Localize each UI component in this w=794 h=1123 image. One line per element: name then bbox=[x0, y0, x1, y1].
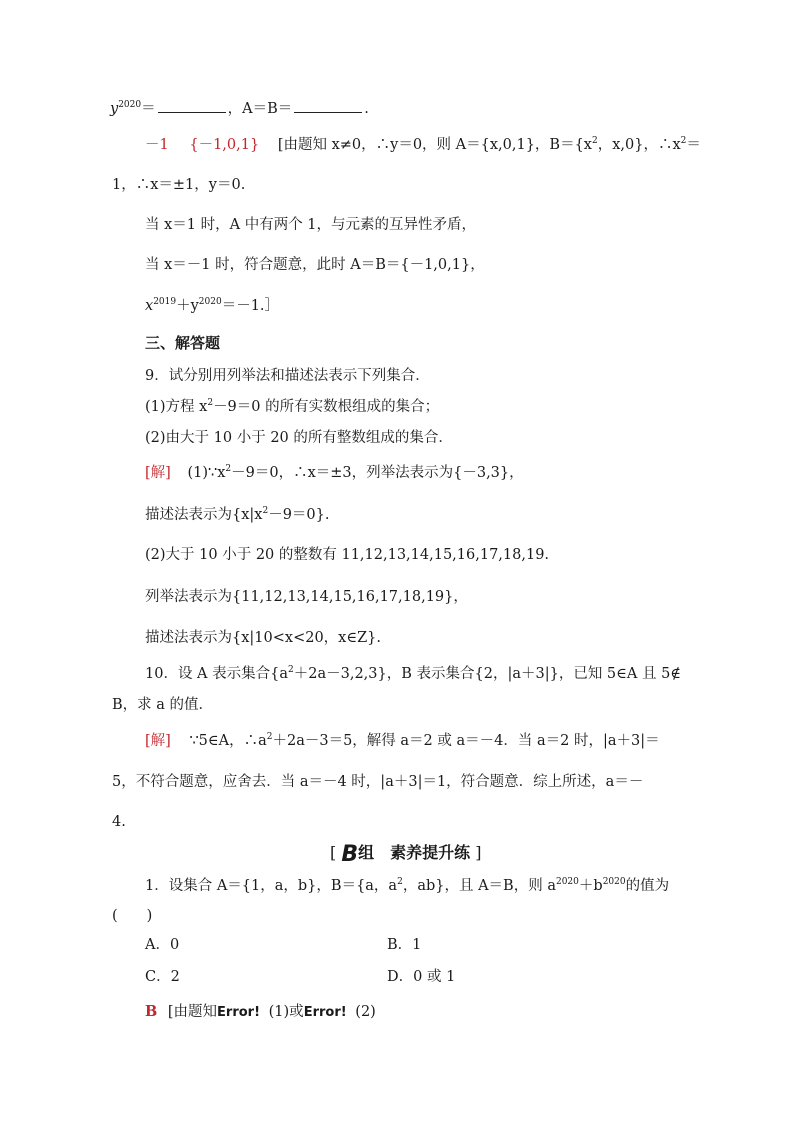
answer8-line1 bbox=[145, 135, 701, 155]
q9-solution-text: －9＝0}. bbox=[268, 507, 330, 523]
var-x: x bbox=[145, 298, 154, 314]
q10-solution-line3: 4. bbox=[112, 814, 126, 830]
answer-blank-1[interactable] bbox=[158, 98, 226, 113]
q9-solution-text: 描述法表示为{x|x bbox=[145, 507, 263, 523]
solution-tag: [解] bbox=[145, 733, 171, 749]
q9-text: －9＝0 的所有实数根组成的集合； bbox=[213, 399, 440, 415]
q9-solution-line5: 描述法表示为{x|10<x<20，x∈Z}. bbox=[145, 630, 381, 646]
qb1-text: ，ab}，且 A＝B，则 a bbox=[402, 878, 556, 894]
answer-text: (1)或 bbox=[268, 1004, 304, 1020]
exponent: 2 bbox=[207, 398, 214, 408]
q10-solution-line2: 5，不符合题意，应舍去．当 a＝－4 时，|a＋3|＝1，符合题意．综上所述，a＝－ bbox=[112, 774, 644, 790]
q9-solution-line4: 列举法表示为{11,12,13,14,15,16,17,18,19}， bbox=[145, 589, 468, 605]
group-label: 组 素养提升练 bbox=[358, 843, 471, 862]
q9-solution-text: －9＝0，∴x＝±3，列举法表示为{－3,3}， bbox=[231, 465, 524, 481]
q9-solution-line3: (2)大于 10 小于 20 的整数有 11,12,13,14,15,16,17,18,19. bbox=[145, 547, 550, 563]
q10-stem-line2: B，求 a 的值． bbox=[112, 697, 214, 713]
set-equality-text: ，A＝B＝ bbox=[227, 101, 293, 117]
group-letter: B bbox=[341, 842, 359, 867]
exponent: 2 bbox=[266, 732, 273, 742]
equals: ＝ bbox=[141, 101, 156, 117]
solution-tag: [解] bbox=[145, 465, 171, 481]
exponent: 2020 bbox=[602, 877, 626, 887]
var-y: y bbox=[110, 101, 119, 117]
q9-solution-line1 bbox=[145, 463, 524, 483]
answer-paren: ( ) bbox=[112, 908, 153, 924]
q9-solution-text: (1)∵x bbox=[187, 465, 226, 481]
q10-text: 10．设 A 表示集合{a bbox=[145, 666, 289, 682]
option-c[interactable]: C．2 bbox=[145, 969, 180, 985]
exponent: 2019 bbox=[153, 297, 177, 307]
exponent: 2 bbox=[262, 506, 269, 516]
q10-text: ＋2a－3,2,3}，B 表示集合{2，|a＋3|}，已知 5∈A 且 5∉ bbox=[293, 666, 682, 682]
error-text: Error! bbox=[303, 1005, 347, 1020]
answer-value-1: －1 bbox=[145, 137, 169, 153]
exponent: 2 bbox=[397, 877, 403, 887]
q10-solution-text: ＋2a－3＝5，解得 a＝2 或 a＝－4．当 a＝2 时，|a＋3|＝ bbox=[272, 733, 660, 749]
q9-solution-line2 bbox=[145, 505, 330, 525]
group-b-header bbox=[330, 843, 481, 865]
answer-value-2: {－1,0,1} bbox=[189, 137, 260, 153]
option-d[interactable]: D．0 或 1 bbox=[387, 969, 456, 985]
explanation-text: ，x,0}，∴x bbox=[597, 137, 681, 153]
exponent: 2020 bbox=[118, 100, 142, 110]
q9-part1 bbox=[145, 397, 439, 417]
answer-blank-2[interactable] bbox=[294, 98, 362, 113]
explanation-text: ＝ bbox=[686, 137, 701, 153]
exponent: 2020 bbox=[555, 877, 579, 887]
q10-solution-line1 bbox=[145, 731, 660, 751]
error-text: Error! bbox=[217, 1005, 261, 1020]
answer8-line2: 1，∴x＝±1，y＝0. bbox=[112, 177, 246, 193]
bracket: [ bbox=[330, 843, 337, 862]
q9-text: (1)方程 x bbox=[145, 399, 208, 415]
exponent: 2 bbox=[680, 136, 687, 146]
exponent: 2 bbox=[288, 665, 294, 675]
q9-part2: (2)由大于 10 小于 20 的所有整数组成的集合． bbox=[145, 430, 453, 446]
period: . bbox=[364, 101, 369, 117]
answer8-line4: 当 x＝－1 时，符合题意，此时 A＝B＝{－1,0,1}， bbox=[145, 257, 485, 273]
exponent: 2020 bbox=[198, 297, 222, 307]
option-b[interactable]: B．1 bbox=[387, 937, 422, 953]
answer8-line5 bbox=[145, 296, 279, 316]
qb1-stem bbox=[145, 876, 669, 896]
answer-text: [由题知 bbox=[167, 1004, 218, 1020]
option-a[interactable]: A．0 bbox=[145, 937, 180, 953]
section-heading: 三、解答题 bbox=[145, 334, 221, 352]
answer-text: (2) bbox=[355, 1004, 376, 1020]
answer8-line3: 当 x＝1 时，A 中有两个 1，与元素的互异性矛盾， bbox=[145, 217, 477, 233]
q9-stem: 9．试分别用列举法和描述法表示下列集合． bbox=[145, 368, 430, 384]
explanation-text: ＝－1.］ bbox=[221, 298, 280, 314]
q10-solution-text: ∵5∈A，∴a bbox=[189, 733, 267, 749]
q10-stem-line1 bbox=[145, 664, 681, 684]
bracket: ] bbox=[475, 843, 482, 862]
qb1-text: 1．设集合 A＝{1，a，b}，B＝{a，a bbox=[145, 878, 398, 894]
exponent: 2 bbox=[225, 464, 232, 474]
qb1-text: 的值为 bbox=[625, 878, 670, 894]
answer-letter: B bbox=[145, 1003, 158, 1020]
qb1-text: ＋b bbox=[578, 878, 603, 894]
exponent: 2 bbox=[591, 136, 598, 146]
blank-line bbox=[110, 98, 369, 119]
explanation-text: ＋y bbox=[176, 298, 199, 314]
qb1-answer bbox=[145, 1002, 376, 1023]
explanation-text: [由题知 x≠0，∴y＝0，则 A＝{x,0,1}，B＝{x bbox=[277, 137, 592, 153]
